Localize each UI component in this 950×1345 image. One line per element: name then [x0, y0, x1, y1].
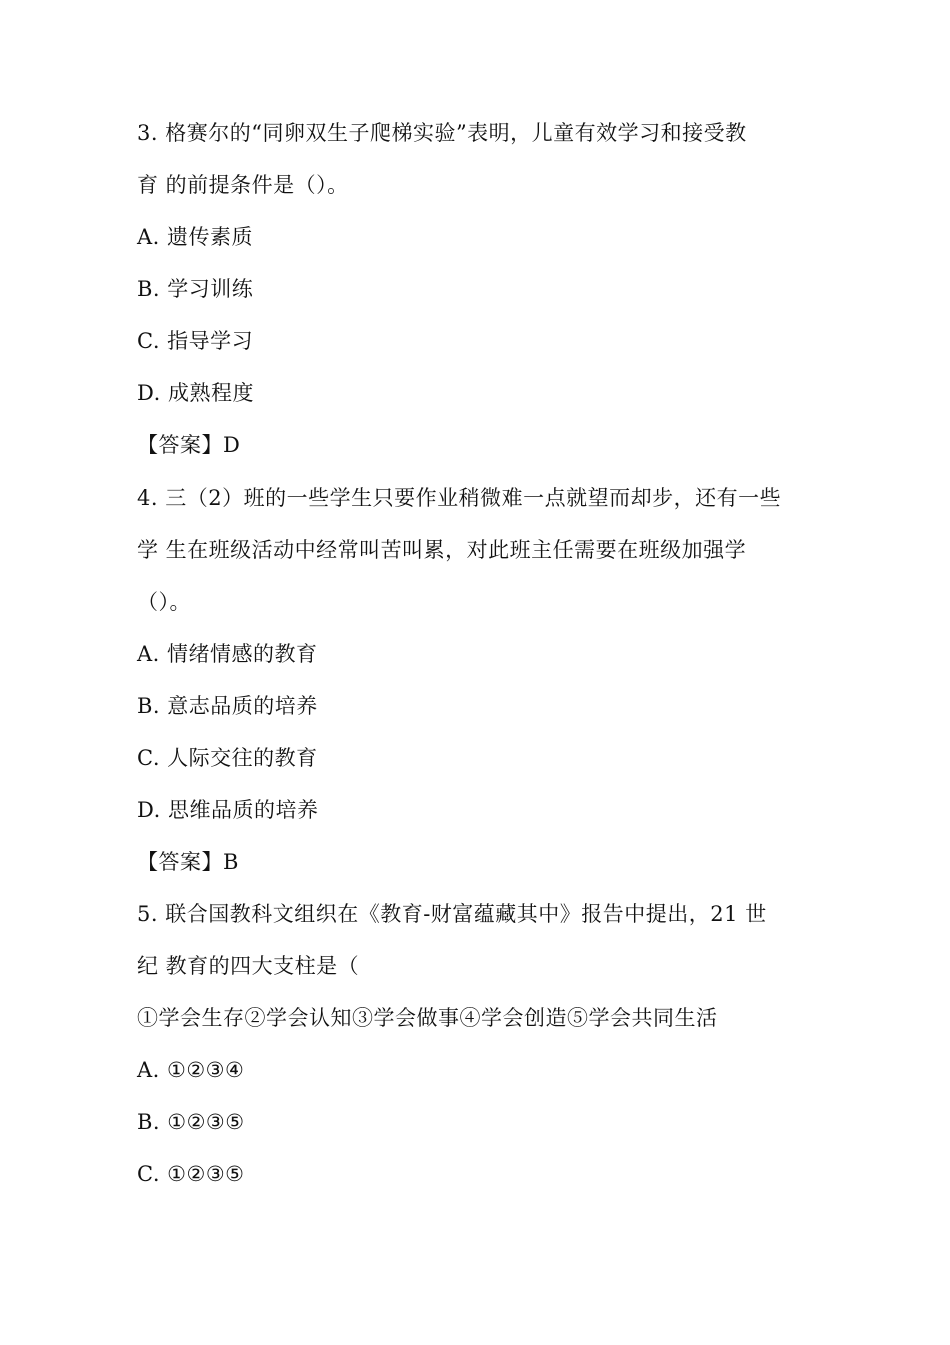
question-5-option-a: A. ①②③④: [137, 1058, 245, 1082]
question-5-option-b: B. ①②③⑤: [137, 1110, 245, 1134]
question-4-option-b: B. 意志品质的培养: [137, 694, 318, 718]
question-4-option-c: C. 人际交往的教育: [137, 746, 318, 770]
question-4-text-line-2: 学 生在班级活动中经常叫苦叫累，对此班主任需要在班级加强学: [137, 538, 747, 562]
question-5-text-line-3: ①学会生存②学会认知③学会做事④学会创造⑤学会共同生活: [137, 1006, 718, 1030]
question-5-option-c: C. ①②③⑤: [137, 1162, 245, 1186]
question-4-text-line-1: 4. 三（2）班的一些学生只要作业稍微难一点就望而却步，还有一些: [137, 486, 782, 510]
question-3-option-a: A. 遗传素质: [137, 225, 254, 249]
question-5-text-line-1: 5. 联合国教科文组织在《教育-财富蕴藏其中》报告中提出，21 世: [137, 902, 767, 926]
question-3-option-d: D. 成熟程度: [137, 381, 254, 405]
question-4-text-line-3: （）。: [137, 590, 191, 614]
question-3-answer: 【答案】D: [137, 433, 241, 457]
question-4-option-d: D. 思维品质的培养: [137, 798, 319, 822]
question-3-option-b: B. 学习训练: [137, 277, 254, 301]
question-3-option-c: C. 指导学习: [137, 329, 254, 353]
question-4-answer: 【答案】B: [137, 850, 239, 874]
question-5-text-line-2: 纪 教育的四大支柱是（: [137, 954, 360, 978]
question-3-text-line-1: 3. 格赛尔的“同卵双生子爬梯实验”表明，儿童有效学习和接受教: [137, 121, 747, 145]
question-4-option-a: A. 情绪情感的教育: [137, 642, 318, 666]
question-3-text-line-2: 育 的前提条件是（）。: [137, 173, 349, 197]
